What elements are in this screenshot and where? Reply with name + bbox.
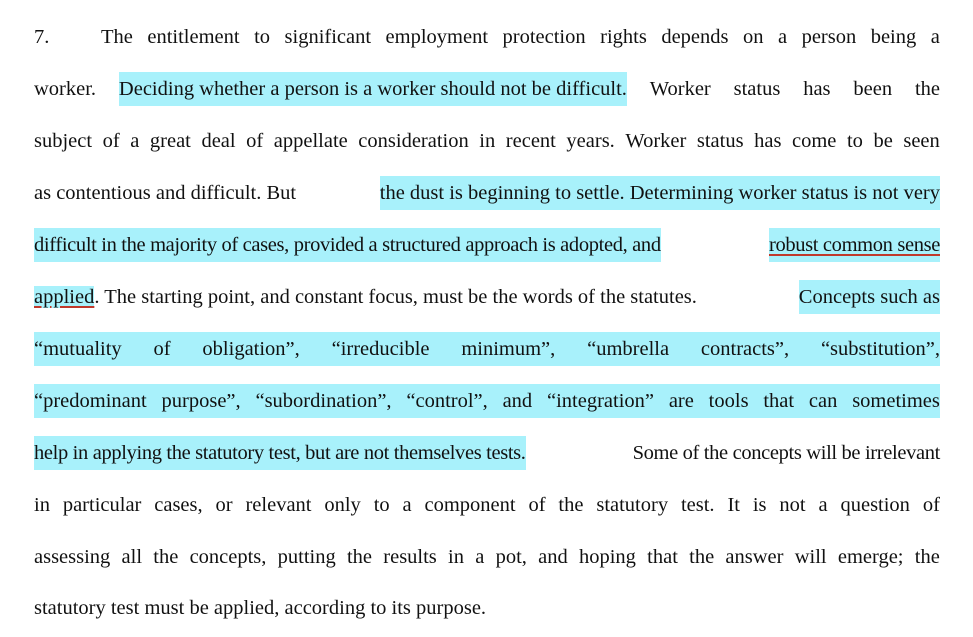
word: a [475,546,485,568]
word: putting [277,546,336,568]
paragraph-line-8 [34,384,940,418]
word: a [402,494,412,516]
word: of [102,130,120,152]
word: a [930,26,940,48]
word: has [754,130,782,152]
paragraph-line-4 [34,176,940,210]
word: It [727,494,740,516]
word: “mutuality [34,338,122,360]
word: the [914,78,940,100]
text-run: . The starting point, and constant focus, must be the words of the statutes. [94,286,697,308]
word: component [424,494,516,516]
word: Worker [649,78,711,100]
word: and [538,546,568,568]
word: in [479,130,496,152]
word: that [763,390,795,412]
word: status [733,78,781,100]
word: are [668,390,694,412]
paragraph-number: 7. [34,26,50,48]
word: sometimes [852,390,940,412]
paragraph-line-9 [34,436,940,470]
word: contracts”, [700,338,790,360]
text-run: as contentious and difficult. But [34,182,297,204]
word: is [752,494,767,516]
word: rights [600,26,647,48]
word: not [779,494,806,516]
word: that [647,546,678,568]
word: on [742,26,764,48]
word: particular [62,494,142,516]
text-run: statutory test must be applied, according to its purpose. [34,597,487,619]
word: relevant [245,494,312,516]
underlined-highlighted-text: robust common sense [769,228,940,262]
word: hoping [578,546,636,568]
word: test. [680,494,715,516]
word: to [373,494,390,516]
word: to [254,26,271,48]
word: question [840,494,910,516]
word: years. [566,130,615,152]
word: be [873,130,893,152]
word: tools [708,390,749,412]
word: of [922,494,940,516]
word: depends [661,26,729,48]
word: results [383,546,437,568]
word: to [846,130,863,152]
highlighted-text: help in applying the statutory test, but are not themselves tests. [34,436,526,470]
paragraph-line-2 [34,72,940,106]
word: appellate [273,130,348,152]
word: “umbrella [587,338,670,360]
word: emerge; [837,546,904,568]
word: Worker [625,130,687,152]
word: purpose”, [161,390,241,412]
word: a [818,494,828,516]
word: come [792,130,837,152]
word: the [914,546,940,568]
paragraph-line-5 [34,228,940,262]
word: person [801,26,857,48]
word: “integration” [547,390,655,412]
word: a [130,130,140,152]
paragraph-line-6 [34,280,940,314]
word: entitlement [147,26,240,48]
word: the [153,546,179,568]
word: the [689,546,715,568]
word: will [794,546,827,568]
word: “substitution”, [820,338,940,360]
word: statutory [596,494,669,516]
word: in [448,546,464,568]
word: only [324,494,361,516]
word: answer [725,546,784,568]
word: obligation”, [202,338,300,360]
word: minimum”, [461,338,556,360]
word: cases, [154,494,203,516]
word: concepts, [189,546,267,568]
highlighted-text: difficult in the majority of cases, provided a structured approach is adopted, and [34,228,661,262]
word: can [808,390,838,412]
word: in [34,494,50,516]
word: “subordination”, [255,390,392,412]
paragraph-line-10 [34,488,940,522]
paragraph-line-11 [34,540,940,574]
paragraph-line-12 [34,591,940,625]
word: being [870,26,917,48]
word: deal [201,130,236,152]
word: protection [502,26,586,48]
word: or [215,494,233,516]
word: “irreducible [331,338,430,360]
word: of [246,130,264,152]
word: assessing [34,546,111,568]
word: and [502,390,533,412]
word: of [528,494,546,516]
word: consideration [358,130,469,152]
paragraph-line-7 [34,332,940,366]
word: seen [903,130,940,152]
word: worker. [34,78,97,100]
word: the [558,494,584,516]
word: all [121,546,143,568]
word: a [777,26,788,48]
word: “predominant [34,390,147,412]
word: great [149,130,191,152]
text-run: Some of the concepts will be irrelevant [632,442,940,464]
word: of [153,338,171,360]
word: has [803,78,831,100]
word: “control”, [406,390,488,412]
highlighted-text: Deciding whether a person is a worker should not be difficult. [119,72,627,106]
highlighted-text: the dust is beginning to settle. Determining worker status is not very [380,176,940,210]
word: pot, [495,546,527,568]
word: subject [34,130,93,152]
paragraph-line-3 [34,124,940,158]
word: employment [385,26,489,48]
word: The [101,26,133,48]
word: recent [505,130,556,152]
highlighted-text: Concepts such as [799,280,940,314]
word: the [346,546,373,568]
word: status [696,130,744,152]
word: significant [284,26,372,48]
word: been [853,78,893,100]
paragraph-line-1 [101,20,940,54]
underlined-highlighted-text: applied [34,286,95,308]
